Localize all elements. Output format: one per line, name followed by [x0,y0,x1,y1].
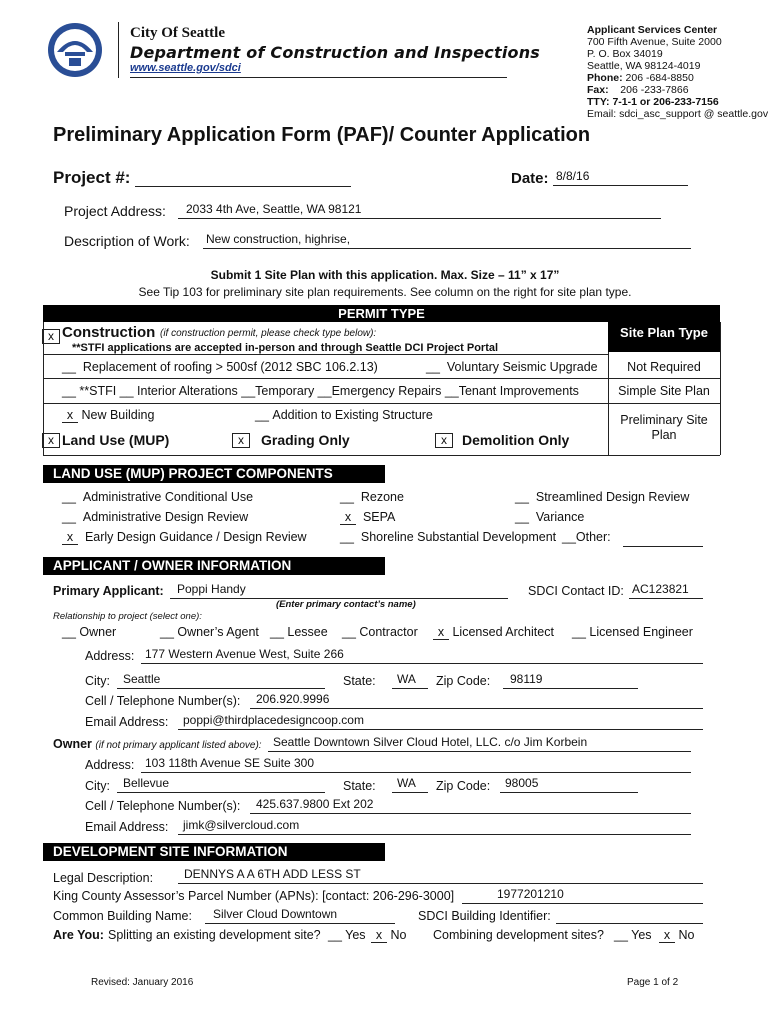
apn-field[interactable]: 1977201210 [462,887,703,904]
permit-table-right-border [720,322,721,455]
project-number-label: Project #: [53,168,131,187]
primary-applicant-hint: (Enter primary contact’s name) [276,599,416,610]
description-field[interactable]: New construction, highrise, [203,232,691,249]
contact-block [587,24,768,120]
date-field[interactable]: 8/8/16 [553,169,688,186]
demolition-checkbox[interactable]: x [435,433,453,448]
permit-table-bottom [43,455,720,456]
owner-zip-field[interactable]: 98005 [500,776,638,793]
permit-type-header: PERMIT TYPE [43,305,720,322]
applicant-email-label: Email Address: [85,715,169,729]
tty-line: TTY: 7-1-1 or 206-233-7156 [587,96,719,108]
apn-label: King County Assessor’s Parcel Number (APNs): [contact: 206-296-3000] [53,889,455,903]
owner-state-field[interactable]: WA [392,776,428,793]
rel-lessee-option[interactable]: __ Lessee [270,625,328,639]
applicant-email-field[interactable]: poppi@thirdplacedesigncoop.com [178,713,703,730]
rezone-option[interactable]: __ Rezone [340,490,404,504]
building-name-field[interactable]: Silver Cloud Downtown [205,907,395,924]
building-id-field[interactable] [556,907,703,924]
demolition-label: Demolition Only [462,432,570,448]
splitting-question: Splitting an existing development site? [108,928,321,942]
are-you-label: Are You: [53,928,104,942]
owner-phone-field[interactable]: 425.637.9800 Ext 202 [250,797,691,814]
grading-checkbox[interactable]: x [232,433,250,448]
owner-city-label: City: [85,779,110,793]
submit-note-line1: Submit 1 Site Plan with this application. Max. Size – 11” x 17” [210,268,560,282]
early-design-option[interactable]: x Early Design Guidance / Design Review [62,530,307,545]
applicant-owner-header: APPLICANT / OWNER INFORMATION [43,557,385,575]
new-building-option[interactable]: x New Building [62,408,154,423]
primary-applicant-field[interactable]: Poppi Handy [170,582,508,599]
streamlined-option[interactable]: __ Streamlined Design Review [515,490,690,504]
rel-engineer-option[interactable]: __ Licensed Engineer [572,625,693,639]
project-number-field[interactable] [135,170,351,187]
rel-contractor-option[interactable]: __ Contractor [342,625,418,639]
combining-no-option[interactable]: x No [659,928,694,943]
site-plan-simple: Simple Site Plan [618,384,710,398]
header-rule [130,77,507,78]
applicant-phone-label: Cell / Telephone Number(s): [85,694,241,708]
owner-label: Owner (if not primary applicant listed above): [53,737,262,751]
splitting-no-option[interactable]: x No [371,928,406,943]
owner-email-field[interactable]: jimk@silvercloud.com [178,818,691,835]
owner-state-label: State: [343,779,376,793]
applicant-zip-label: Zip Code: [436,674,491,688]
building-id-label: SDCI Building Identifier: [418,909,551,923]
relationship-label: Relationship to project (select one): [53,611,202,622]
owner-email-label: Email Address: [85,820,169,834]
date-label: Date: [511,170,549,187]
website-link[interactable]: www.seattle.gov/sdci [130,62,241,74]
legal-description-label: Legal Description: [53,871,154,885]
applicant-address-field[interactable]: 177 Western Avenue West, Suite 266 [141,647,703,664]
sdci-contact-label: SDCI Contact ID: [528,584,624,598]
site-plan-header: Site Plan Type [608,322,720,352]
building-name-label: Common Building Name: [53,909,192,923]
primary-applicant-label: Primary Applicant: [53,584,164,598]
form-title: Preliminary Application Form (PAF)/ Counter Application [53,124,591,146]
permit-row-divider-3 [43,403,720,404]
grading-label: Grading Only [261,432,350,448]
shoreline-option[interactable]: __ Shoreline Substantial Development [340,530,557,544]
stfi-options-row[interactable]: __ **STFI __ Interior Alterations __Temporary __Emergency Repairs __Tenant Improvements [62,384,579,398]
permit-row-divider-1 [43,354,608,355]
applicant-address-label: Address: [85,649,135,663]
site-plan-not-required: Not Required [627,360,701,374]
sepa-option[interactable]: x SEPA [340,510,395,525]
other-option[interactable]: __Other: [562,530,611,544]
city-name: City Of Seattle [130,25,225,41]
address-line-1: 700 Fifth Avenue, Suite 2000 [587,36,722,48]
permit-row-divider-2 [43,378,720,379]
owner-address-field[interactable]: 103 118th Avenue SE Suite 300 [141,756,691,773]
owner-phone-label: Cell / Telephone Number(s): [85,799,241,813]
center-title: Applicant Services Center [587,24,718,36]
applicant-zip-field[interactable]: 98119 [503,672,638,689]
rel-owner-option[interactable]: __ Owner [62,625,117,639]
combining-question: Combining development sites? [433,928,604,942]
description-label: Description of Work: [64,233,190,249]
revised-date: Revised: January 2016 [91,977,194,988]
applicant-city-field[interactable]: Seattle [117,672,325,689]
applicant-phone-field[interactable]: 206.920.9996 [250,692,703,709]
variance-option[interactable]: __ Variance [515,510,585,524]
owner-city-field[interactable]: Bellevue [117,776,325,793]
stfi-note: **STFI applications are accepted in-person and through Seattle DCI Project Portal [72,342,499,354]
owner-zip-label: Zip Code: [436,779,491,793]
rel-architect-option[interactable]: x Licensed Architect [433,625,554,640]
department-name: Department of Construction and Inspections [130,43,541,62]
applicant-state-label: State: [343,674,376,688]
sdci-logo [47,22,103,78]
development-site-header: DEVELOPMENT SITE INFORMATION [43,843,385,861]
submit-note-line2: See Tip 103 for preliminary site plan requirements. See column on the right for site plan type. [138,285,632,299]
land-use-components-header: LAND USE (MUP) PROJECT COMPONENTS [43,465,385,483]
construction-label: Construction [62,324,156,341]
address-line-2: P. O. Box 34019 [587,48,663,60]
land-use-label: Land Use (MUP) [62,432,170,448]
sdci-contact-field[interactable]: AC123821 [629,582,703,599]
combining-yes-option[interactable]: __ Yes [614,928,652,942]
page-number: Page 1 of 2 [627,977,679,988]
admin-conditional-option[interactable]: __ Administrative Conditional Use [62,490,254,504]
splitting-yes-option[interactable]: __ Yes [328,928,366,942]
site-plan-preliminary: Preliminary Site Plan [620,413,708,442]
legal-description-field[interactable]: DENNYS A A 6TH ADD LESS ST [178,867,703,884]
other-field[interactable] [623,531,703,547]
email-line: Email: sdci_asc_support @ seattle.gov [587,108,769,120]
header-divider [118,22,119,78]
owner-address-label: Address: [85,758,135,772]
seismic-option[interactable]: __ Voluntary Seismic Upgrade [426,360,598,374]
phone-line: Phone: 206 -684-8850 [587,72,694,84]
construction-checkbox[interactable]: x [42,329,60,344]
rel-agent-option[interactable]: __ Owner’s Agent [160,625,259,639]
applicant-state-field[interactable]: WA [392,672,428,689]
project-address-field[interactable]: 2033 4th Ave, Seattle, WA 98121 [178,202,661,219]
addition-option[interactable]: __ Addition to Existing Structure [255,408,433,422]
applicant-city-label: City: [85,674,110,688]
fax-line: Fax: 206 -233-7866 [587,84,689,96]
owner-name-field[interactable]: Seattle Downtown Silver Cloud Hotel, LLC. c/o Jim Korbein [268,735,691,752]
land-use-checkbox[interactable]: x [42,433,60,448]
project-address-label: Project Address: [64,203,166,219]
roofing-option[interactable]: __ Replacement of roofing > 500sf (2012 SBC 106.2.13) [62,360,378,374]
address-line-3: Seattle, WA 98124-4019 [587,60,701,72]
admin-design-option[interactable]: __ Administrative Design Review [62,510,249,524]
construction-note: (if construction permit, please check type below): [160,328,377,339]
